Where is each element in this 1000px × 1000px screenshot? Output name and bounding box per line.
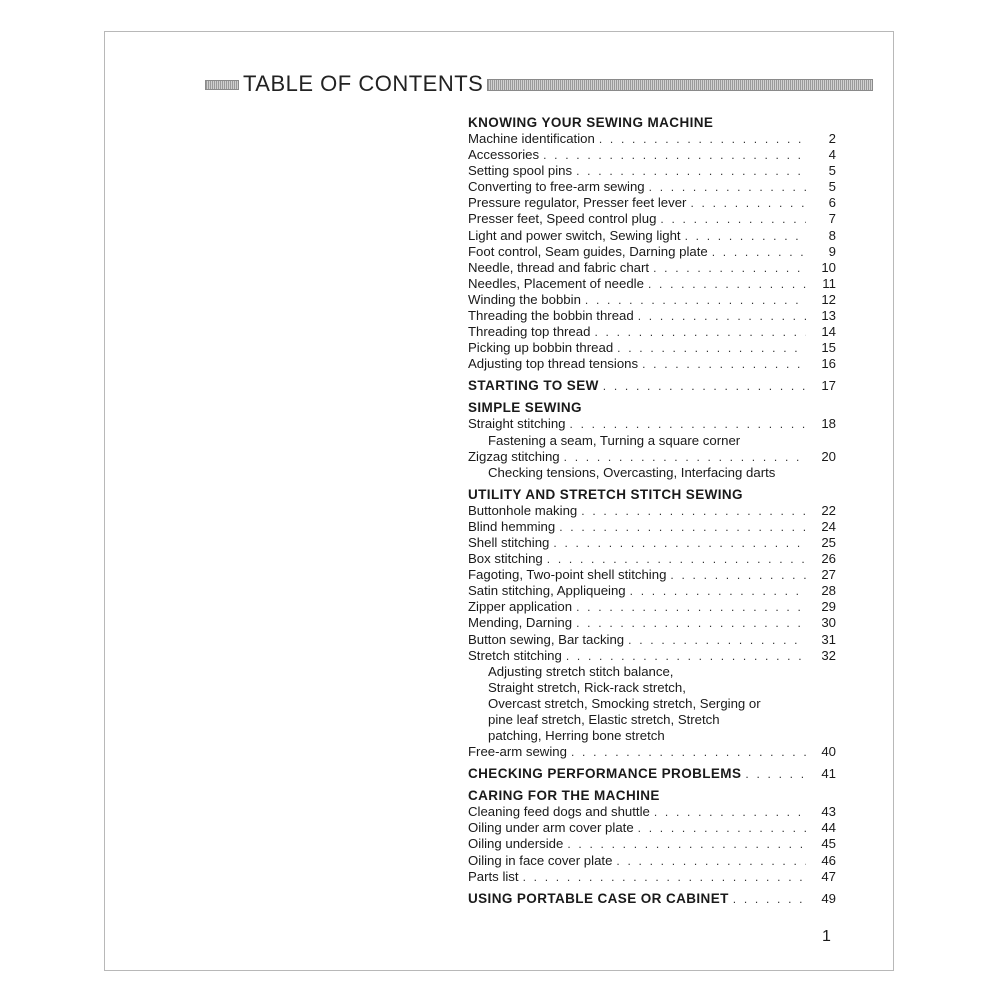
toc-section — [468, 766, 836, 782]
toc-entry — [468, 632, 836, 648]
dot-leader — [649, 179, 806, 195]
section-heading: CARING FOR THE MACHINE — [468, 788, 660, 804]
entry-label: Blind hemming — [468, 518, 556, 534]
toc-entry — [468, 340, 836, 356]
page-ref: 41 — [821, 766, 836, 782]
toc-entry — [468, 292, 836, 308]
toc-entry — [468, 308, 836, 324]
dot-leader — [648, 276, 806, 292]
toc-entry — [468, 228, 836, 244]
dot-leader — [576, 615, 806, 631]
section-heading: KNOWING YOUR SEWING MACHINE — [468, 115, 714, 130]
entry-label: Zigzag stitching — [468, 448, 560, 464]
dot-leader — [628, 632, 806, 648]
toc-entry — [468, 449, 836, 465]
section-heading-row — [468, 378, 836, 394]
dot-leader — [543, 147, 806, 163]
page-title: TABLE OF CONTENTS — [243, 71, 484, 96]
page-ref: 24 — [821, 518, 836, 534]
dot-leader — [547, 551, 806, 567]
page-ref: 31 — [821, 631, 836, 647]
page-ref: 44 — [821, 820, 836, 836]
page-ref: 28 — [821, 583, 836, 599]
entry-label: Threading the bobbin thread — [468, 308, 634, 324]
dot-leader — [690, 195, 806, 211]
toc-entry — [468, 583, 836, 599]
entry-label: Fagoting, Two-point shell stitching — [468, 567, 667, 583]
dot-leader — [654, 804, 806, 820]
dot-leader — [576, 599, 806, 615]
toc-entry — [468, 836, 836, 852]
page-ref: 30 — [821, 615, 836, 631]
toc-section — [468, 788, 836, 884]
toc-entry — [468, 260, 836, 276]
toc-entry — [468, 519, 836, 535]
toc-entry — [468, 804, 836, 820]
page-ref: 10 — [821, 259, 836, 275]
entry-subtopics: Checking tensions, Overcasting, Interfacing darts — [488, 464, 776, 480]
entry-subtopics: Straight stretch, Rick-rack stretch, — [488, 679, 686, 695]
toc-section — [468, 115, 836, 372]
page-ref: 5 — [828, 179, 836, 195]
entry-label: Shell stitching — [468, 534, 550, 550]
toc-entry — [468, 869, 836, 885]
page-ref: 5 — [828, 163, 836, 179]
table-of-contents — [468, 115, 836, 907]
dot-leader — [570, 416, 807, 432]
dot-leader — [685, 228, 806, 244]
toc-entry — [468, 567, 836, 583]
page-ref: 46 — [821, 852, 836, 868]
page-ref: 22 — [821, 502, 836, 518]
section-heading: STARTING TO SEW — [468, 378, 599, 394]
page-ref: 40 — [821, 744, 836, 760]
dot-leader — [638, 820, 806, 836]
dot-leader — [660, 211, 806, 227]
entry-label: Pressure regulator, Presser feet lever — [468, 195, 687, 211]
page-ref: 2 — [828, 131, 836, 146]
page-ref: 17 — [821, 378, 836, 394]
entry-subtopics: Overcast stretch, Smocking stretch, Serging or — [488, 695, 761, 711]
entry-subtopics: Fastening a seam, Turning a square corner — [488, 432, 741, 448]
dot-leader — [567, 836, 806, 852]
title-bar-right — [487, 79, 873, 91]
toc-entry — [468, 324, 836, 340]
entry-label: Presser feet, Speed control plug — [468, 211, 657, 227]
section-heading-row — [468, 891, 836, 907]
entry-label: Box stitching — [468, 551, 543, 567]
title-bar-left — [205, 80, 239, 90]
page-ref: 18 — [821, 416, 836, 432]
toc-entry — [468, 551, 836, 567]
toc-entry — [468, 744, 836, 760]
dot-leader — [630, 583, 806, 599]
page-ref: 29 — [821, 599, 836, 615]
entry-label: Setting spool pins — [468, 163, 573, 179]
entry-label: Picking up bobbin thread — [468, 340, 614, 356]
entry-label: Threading top thread — [468, 324, 591, 340]
page-ref: 13 — [821, 308, 836, 324]
toc-section — [468, 378, 836, 394]
page-number: 1 — [822, 928, 831, 945]
page-ref: 14 — [821, 324, 836, 340]
page-ref: 6 — [828, 195, 836, 211]
toc-entry — [468, 853, 836, 869]
dot-leader — [594, 324, 806, 340]
entry-subtopics: patching, Herring bone stretch — [488, 728, 665, 744]
toc-entry — [468, 356, 836, 372]
entry-subtopics: pine leaf stretch, Elastic stretch, Stretch — [488, 712, 720, 727]
dot-leader — [638, 308, 806, 324]
entry-label: Button sewing, Bar tacking — [468, 631, 625, 647]
page-ref: 8 — [828, 227, 836, 243]
page-ref: 45 — [821, 836, 836, 852]
dot-leader — [559, 519, 806, 535]
entry-label: Needles, Placement of needle — [468, 275, 644, 291]
entry-label: Accessories — [468, 147, 540, 163]
entry-label: Parts list — [468, 868, 519, 884]
dot-leader — [642, 356, 806, 372]
toc-entry — [468, 131, 836, 147]
page-ref: 15 — [821, 340, 836, 356]
section-heading: CHECKING PERFORMANCE PROBLEMS — [468, 766, 742, 782]
dot-leader — [553, 535, 806, 551]
page-ref: 11 — [822, 275, 836, 291]
entry-label: Free-arm sewing — [468, 744, 567, 760]
page-ref: 12 — [821, 291, 836, 307]
dot-leader — [585, 292, 806, 308]
entry-label: Winding the bobbin — [468, 291, 581, 307]
section-heading: SIMPLE SEWING — [468, 400, 582, 416]
entry-label: Oiling under arm cover plate — [468, 820, 634, 836]
entry-label: Stretch stitching — [468, 647, 562, 663]
dot-leader — [566, 648, 806, 664]
entry-label: Oiling in face cover plate — [468, 852, 613, 868]
entry-label: Foot control, Seam guides, Darning plate — [468, 243, 708, 259]
toc-entry — [468, 179, 836, 195]
dot-leader — [616, 853, 806, 869]
toc-entry — [468, 244, 836, 260]
dot-leader — [523, 869, 806, 885]
entry-label: Cleaning feed dogs and shuttle — [468, 804, 650, 820]
entry-label: Straight stitching — [468, 416, 566, 432]
dot-leader — [564, 449, 806, 465]
toc-section — [468, 487, 836, 761]
entry-label: Machine identification — [468, 131, 595, 146]
toc-entry — [468, 163, 836, 179]
dot-leader — [712, 244, 806, 260]
dot-leader — [576, 163, 806, 179]
toc-entry — [468, 211, 836, 227]
page-ref: 25 — [821, 534, 836, 550]
entry-label: Zipper application — [468, 599, 573, 615]
page-ref: 47 — [821, 868, 836, 884]
entry-subtopics: Adjusting stretch stitch balance, — [488, 663, 674, 679]
entry-label: Needle, thread and fabric chart — [468, 259, 650, 275]
page-ref: 43 — [821, 804, 836, 820]
dot-leader — [571, 744, 806, 760]
page-ref: 49 — [821, 890, 836, 906]
entry-label: Oiling underside — [468, 836, 564, 852]
page-ref: 16 — [821, 356, 836, 372]
toc-entry — [468, 416, 836, 432]
section-heading: UTILITY AND STRETCH STITCH SEWING — [468, 486, 743, 502]
dot-leader — [745, 766, 806, 782]
dot-leader — [670, 567, 806, 583]
toc-section — [468, 400, 836, 480]
dot-leader — [581, 503, 806, 519]
page-ref: 26 — [821, 551, 836, 567]
toc-title-banner — [205, 71, 873, 97]
entry-label: Satin stitching, Appliqueing — [468, 583, 626, 599]
section-heading-row — [468, 766, 836, 782]
toc-section — [468, 891, 836, 907]
page-ref: 27 — [821, 567, 836, 583]
page-ref: 7 — [828, 211, 836, 227]
entry-label: Converting to free-arm sewing — [468, 179, 645, 195]
dot-leader — [603, 378, 806, 394]
page-ref: 4 — [828, 147, 836, 163]
toc-entry — [468, 820, 836, 836]
dot-leader — [617, 340, 806, 356]
entry-label: Light and power switch, Sewing light — [468, 227, 681, 243]
entry-label: Mending, Darning — [468, 615, 573, 631]
toc-entry — [468, 615, 836, 631]
page-ref: 9 — [828, 243, 836, 259]
toc-entry — [468, 648, 836, 664]
page-ref: 20 — [821, 448, 836, 464]
toc-entry — [468, 147, 836, 163]
dot-leader — [599, 131, 806, 147]
toc-entry — [468, 195, 836, 211]
dot-leader — [733, 891, 806, 907]
toc-entry — [468, 276, 836, 292]
entry-label: Buttonhole making — [468, 502, 578, 518]
entry-label: Adjusting top thread tensions — [468, 356, 639, 372]
toc-entry — [468, 599, 836, 615]
toc-entry — [468, 503, 836, 519]
page-ref: 32 — [821, 647, 836, 663]
section-heading: USING PORTABLE CASE OR CABINET — [468, 890, 729, 906]
dot-leader — [653, 260, 806, 276]
toc-entry — [468, 535, 836, 551]
